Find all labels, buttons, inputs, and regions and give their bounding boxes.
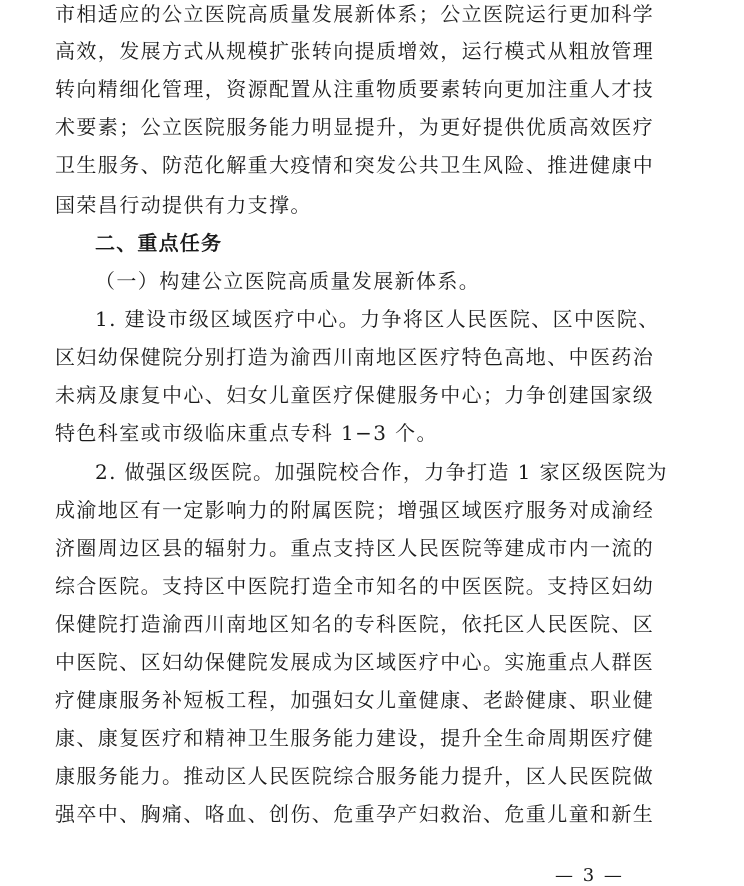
body-text-line: 1. 建设市级区域医疗中心。力争将区人民医院、区中医院、 bbox=[95, 307, 660, 331]
body-text-line: 康服务能力。推动区人民医院综合服务能力提升，区人民医院做 bbox=[55, 764, 655, 788]
body-text-line: 保健院打造渝西川南地区知名的专科医院，依托区人民医院、区 bbox=[55, 612, 655, 636]
body-text-line: 康、康复医疗和精神卫生服务能力建设，提升全生命周期医疗健 bbox=[55, 726, 655, 750]
body-text-line: 术要素；公立医院服务能力明显提升，为更好提供优质高效医疗 bbox=[55, 115, 655, 139]
body-text-line: 强卒中、胸痛、咯血、创伤、危重孕产妇救治、危重儿童和新生 bbox=[55, 802, 655, 826]
body-text-line: 济圈周边区县的辐射力。重点支持区人民医院等建成市内一流的 bbox=[55, 536, 655, 560]
body-text-line: 卫生服务、防范化解重大疫情和突发公共卫生风险、推进健康中 bbox=[55, 153, 655, 177]
body-text-line: 市相适应的公立医院高质量发展新体系；公立医院运行更加科学 bbox=[55, 2, 655, 26]
body-text-line: 未病及康复中心、妇女儿童医疗保健服务中心；力争创建国家级 bbox=[55, 383, 655, 407]
body-text-line: 特色科室或市级临床重点专科 1−3 个。 bbox=[55, 421, 438, 445]
body-text-line: 转向精细化管理，资源配置从注重物质要素转向更加注重人才技 bbox=[55, 77, 655, 101]
body-text-line: 中医院、区妇幼保健院发展成为区域医疗中心。实施重点人群医 bbox=[55, 650, 655, 674]
body-text-line: 高效，发展方式从规模扩张转向提质增效，运行模式从粗放管理 bbox=[55, 39, 655, 63]
body-text-line: 成渝地区有一定影响力的附属医院；增强区域医疗服务对成渝经 bbox=[55, 498, 655, 522]
subsection-heading: （一）构建公立医院高质量发展新体系。 bbox=[95, 269, 481, 293]
body-text-line: 疗健康服务补短板工程，加强妇女儿童健康、老龄健康、职业健 bbox=[55, 688, 655, 712]
body-text-line: 区妇幼保健院分别打造为渝西川南地区医疗特色高地、中医药治 bbox=[55, 345, 655, 369]
body-text-line: 2. 做强区级医院。加强院校合作，力争打造 1 家区级医院为 bbox=[95, 460, 668, 484]
body-text-line: 国荣昌行动提供有力支撑。 bbox=[55, 193, 312, 217]
body-text-line: 综合医院。支持区中医院打造全市知名的中医医院。支持区妇幼 bbox=[55, 574, 655, 598]
section-heading: 二、重点任务 bbox=[95, 231, 223, 255]
page-number: — 3 — bbox=[555, 865, 624, 886]
